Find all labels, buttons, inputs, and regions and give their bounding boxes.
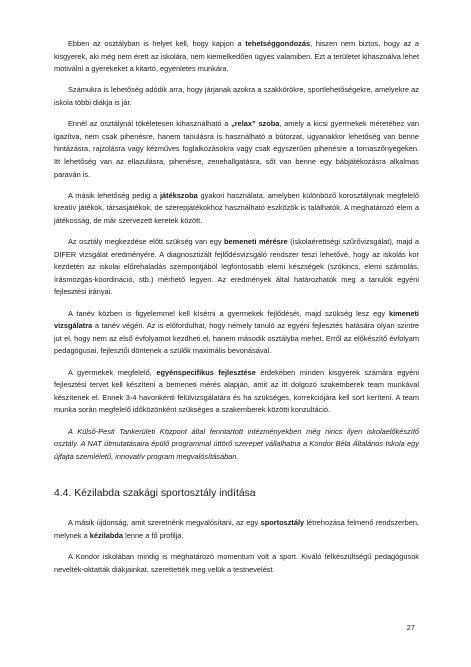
body-text-section-after-heading xyxy=(54,517,419,576)
page-number: 27 xyxy=(406,623,415,632)
text-run: Ennél az osztálynál tökéletesen kihasználható a xyxy=(68,119,232,129)
text-run: Az osztály megkezdése előtt szükség van egy xyxy=(68,237,225,247)
body-text-section xyxy=(54,38,419,463)
paragraph xyxy=(54,551,419,576)
paragraph xyxy=(54,38,419,76)
text-run: A gyermekek megfelelő, xyxy=(68,367,157,377)
text-run: , amely a kicsi gyermekek méretéhez van igazítva, nem csak pihenésre, hanem tanulásra is használható a bútorzat, ugyanakkor lehetőség van benne hintázásra, rajzolásra vagy kézműves foglalkozásokra vagy csak egyszerűen pihenésre a tornaszőnyegeken. Itt lehetőség van az ellazulásra, pihenésre, zenehallgatásra, sőt van benne egy bábjátékozásra alkalmas paraván is. xyxy=(54,119,419,179)
paragraph xyxy=(54,517,419,542)
text-run: A tanév közben is figyelemmel kell kísérni a gyermekek fejlődését, majd szükség lesz egy xyxy=(68,308,389,318)
paragraph xyxy=(54,367,419,417)
bold-text: „relax” szoba xyxy=(231,119,280,129)
text-run: A másik újdonság, amit szeretnénk megvalósítani, az egy xyxy=(68,518,261,528)
text-run: létrehozása felmenő rendszerben, melynek a xyxy=(54,518,419,540)
paragraph xyxy=(54,308,419,358)
text-run: a tanév végén. Az is előfordulhat, hogy némely tanuló az egyéni fejlesztés hatására olyan szintre jut el, hogy nem az első évfolyamot kezdheti el, hanem második osztályba mehet. Erről az előkészítő évfolyam pedagógusai, fejlesztői döntenek a szülők maximális bevonásával. xyxy=(54,321,419,356)
paragraph xyxy=(54,236,419,299)
text-run: érdekében minden kisgyerek számára egyéni fejlesztési tervet kell készíteni a bemeneti mérés alapján, amit az itt dolgozó szakemberek team munkával készítenek el. Ennek 3-4 havonkénti felülvizsgálatára és ha szükséges, korrekciójára kell sort keríteni. A team munka során megfelelő időközönként szükséges a szakemberek közötti konzultáció. xyxy=(54,367,419,415)
text-run: Ebben az osztályban is helyet kell, hogy kapjon a xyxy=(68,39,246,48)
text-run: A Kondor iskolában mindig is meghatározó momentum volt a sport. Kiváló felkészültségű pedagógusok nevelték-oktatták diákjainkat, szerettették meg velük a testnevelést. xyxy=(54,552,419,574)
bold-text: sportosztály xyxy=(260,518,305,528)
bold-text: egyénspecifikus fejlesztése xyxy=(156,367,256,377)
bold-text: játékszoba xyxy=(159,190,198,200)
bold-text: bemeneti mérésre xyxy=(224,237,288,247)
section-heading: 4.4. Kézilabda szakági sportosztály indítása xyxy=(54,488,256,500)
paragraph xyxy=(54,118,419,181)
text-run: gyakori használata, amelyben különböző korosztálynak megfelelő kreatív játékok, társasjátékok, de szerepjátékokhoz használható eszközök is találhatók. A meghatározó elem a játékosság, de már szervezett keretek között. xyxy=(54,190,419,225)
paragraph xyxy=(54,190,419,228)
text-run: , hiszen nem biztos, hogy az a kisgyerek, aki még nem érett az iskolára, nem kiemelkedően ügyes valamiben. Ezt a területet kihasználva lehet motiválni a gyerekeket a kitartó, egyenletes munkára. xyxy=(54,39,420,74)
text-run: (iskolaérettségi szűrővizsgálat), majd a DIFER vizsgálat eredményére. A diagnosztizált fejlődésvizsgáló rendszer teszi lehetővé, hogy az iskolás kor kezdetén az iskolai előrehaladás szempontjából legfontosabb elemi készségek (szókincs, elemi számolás, írásmozgás-koordináció, stb.) mérhető legyen. Az eredmények által határozhatók meg a tanulók egyéni fejlesztési irányai. xyxy=(54,237,420,297)
text-run: A Külső-Pesti Tankerületi Központ által fenntartott intézményekben még nincs ilyen iskolaelőkészítő osztály. A NAT útmutatásaira épülő programmal úttörő szerepet vállalhatna a Kondor Béla Általános Iskola egy újfajta szemléletű, innovatív program megvalósításában. xyxy=(54,426,419,461)
bold-text: kézilabda xyxy=(89,530,124,540)
bold-text: kimeneti vizsgálatra xyxy=(54,308,419,331)
text-run: A másik lehetőség pedig a xyxy=(68,190,160,200)
bold-text: tehetséggondozás xyxy=(245,39,311,48)
paragraph xyxy=(54,426,419,464)
text-run: Számukra is lehetőség adódik arra, hogy járjanak azokra a szakkörökre, sportlehetőségekre, amelyekre az iskola többi diákja is jár. xyxy=(54,85,419,107)
text-run: lenne a fő profilja. xyxy=(123,530,184,540)
paragraph xyxy=(54,84,419,109)
